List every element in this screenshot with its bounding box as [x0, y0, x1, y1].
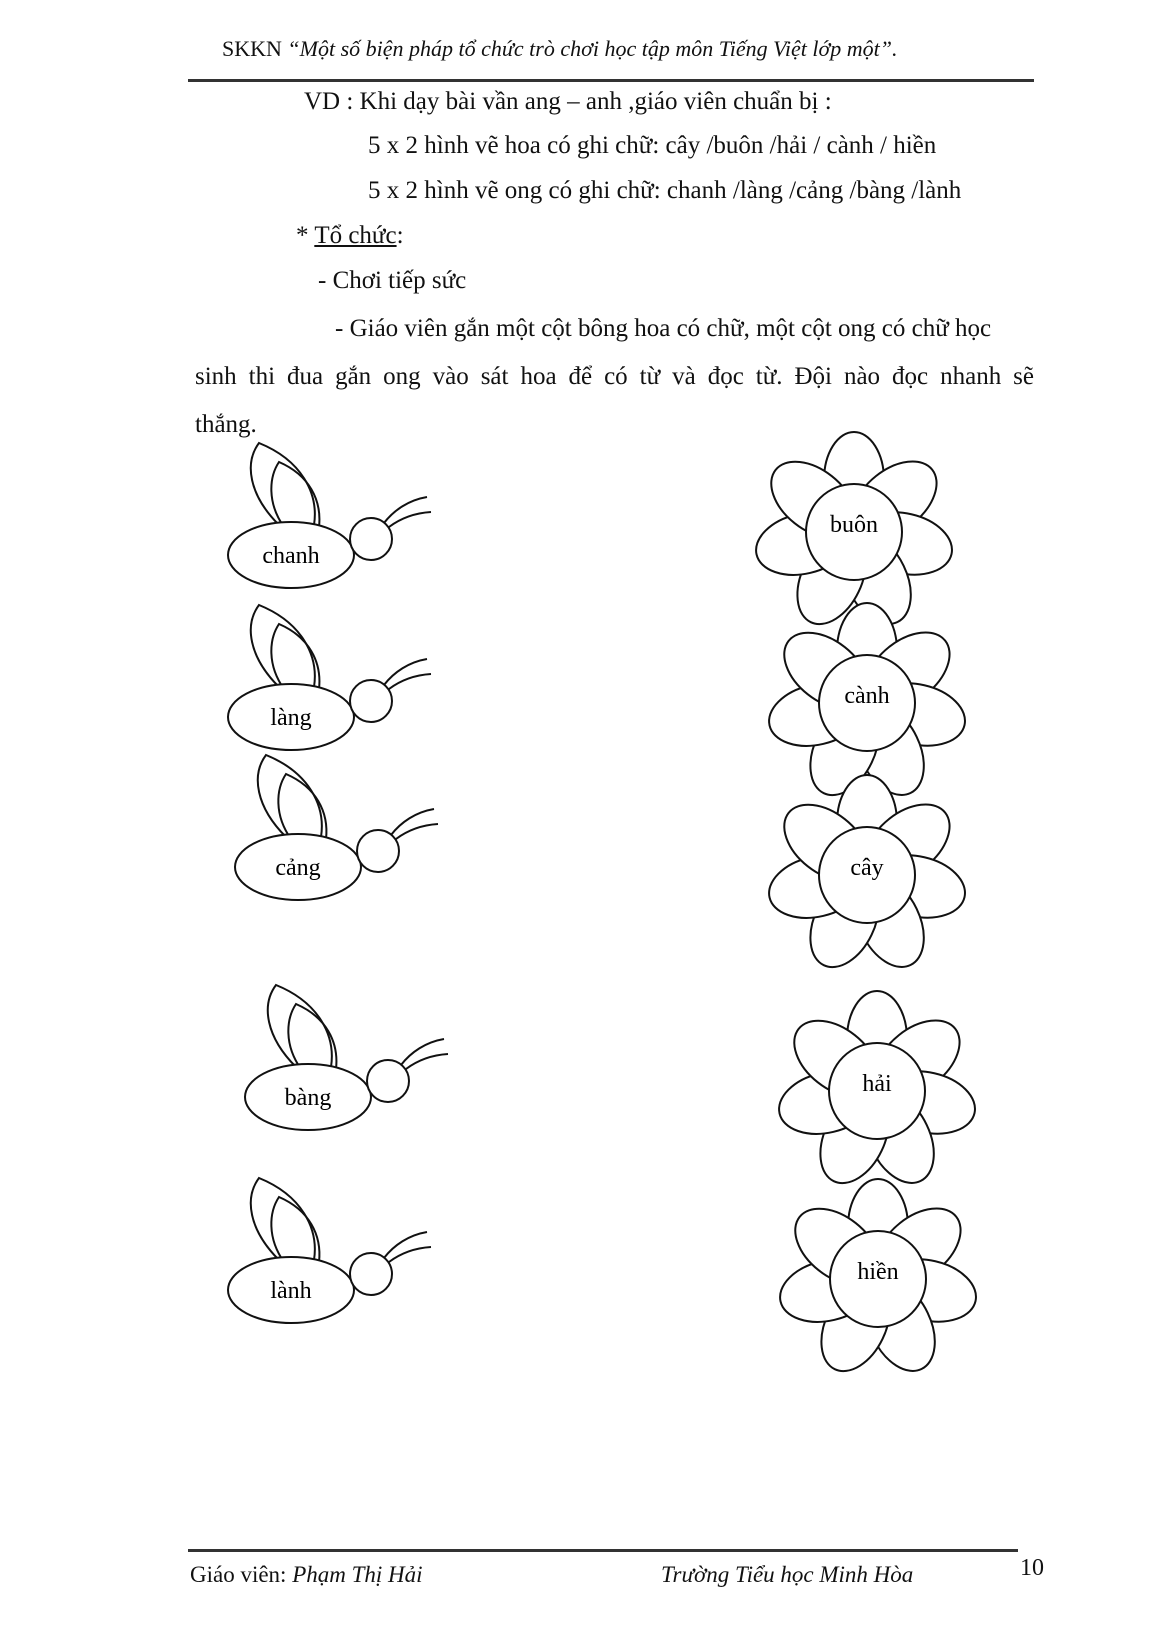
flower-buon: [750, 432, 958, 635]
page-number: 10: [1020, 1555, 1044, 1581]
flower-label: cành: [844, 683, 890, 709]
footer-teacher: [190, 1562, 423, 1588]
bee-chanh: [228, 443, 431, 588]
bee-lang: [228, 605, 431, 750]
bee-label: bàng: [284, 1085, 332, 1111]
bee-bang: [245, 985, 448, 1130]
flower-cay: [763, 775, 971, 978]
flower-label: hiền: [857, 1259, 899, 1285]
bee-label: lành: [270, 1278, 312, 1304]
prep-bees-line: 5 x 2 hình vẽ ong có ghi chữ: chanh /làng /cảng /bàng /lành: [368, 177, 962, 204]
header-prefix: SKKN: [222, 36, 282, 61]
organize-label: Tổ chức: [314, 222, 397, 249]
flower-label: hải: [862, 1071, 892, 1097]
organize-colon: :: [396, 222, 404, 249]
flower-hien: [774, 1179, 982, 1382]
instructions-line-3: thắng.: [195, 411, 257, 438]
instructions-line-1: - Giáo viên gắn một cột bông hoa có chữ, một cột ong có chữ học: [335, 315, 992, 342]
prep-flowers-line: 5 x 2 hình vẽ hoa có ghi chữ: cây /buôn /hải / cành / hiền: [368, 132, 937, 159]
footer-teacher-label: Giáo viên:: [190, 1562, 293, 1587]
flower-label: cây: [850, 855, 884, 881]
footer-school: [661, 1562, 913, 1588]
bee-lanh: [228, 1178, 431, 1323]
organize-star: *: [296, 222, 315, 249]
flower-hai: [773, 991, 981, 1194]
flower-label: buôn: [830, 512, 878, 538]
bee-cang: [235, 755, 438, 900]
bee-label: cảng: [275, 855, 321, 881]
bee-label: làng: [270, 705, 312, 731]
footer-teacher-name: Phạm Thị Hải: [292, 1562, 423, 1587]
bee-label: chanh: [262, 543, 320, 569]
footer-school-name: Trường Tiểu học Minh Hòa: [661, 1562, 914, 1587]
footer-rule: [188, 1549, 1018, 1552]
step-relay: - Chơi tiếp sức: [318, 267, 467, 294]
header-title: “Một số biện pháp tổ chức trò chơi học tập môn Tiếng Việt lớp một”.: [287, 36, 898, 61]
example-line: VD : Khi dạy bài vần ang – anh ,giáo viên chuẩn bị :: [304, 88, 832, 115]
instructions-line-2: sinh thi đua gắn ong vào sát hoa để có từ và đọc từ. Đội nào đọc nhanh sẽ: [195, 363, 1034, 390]
